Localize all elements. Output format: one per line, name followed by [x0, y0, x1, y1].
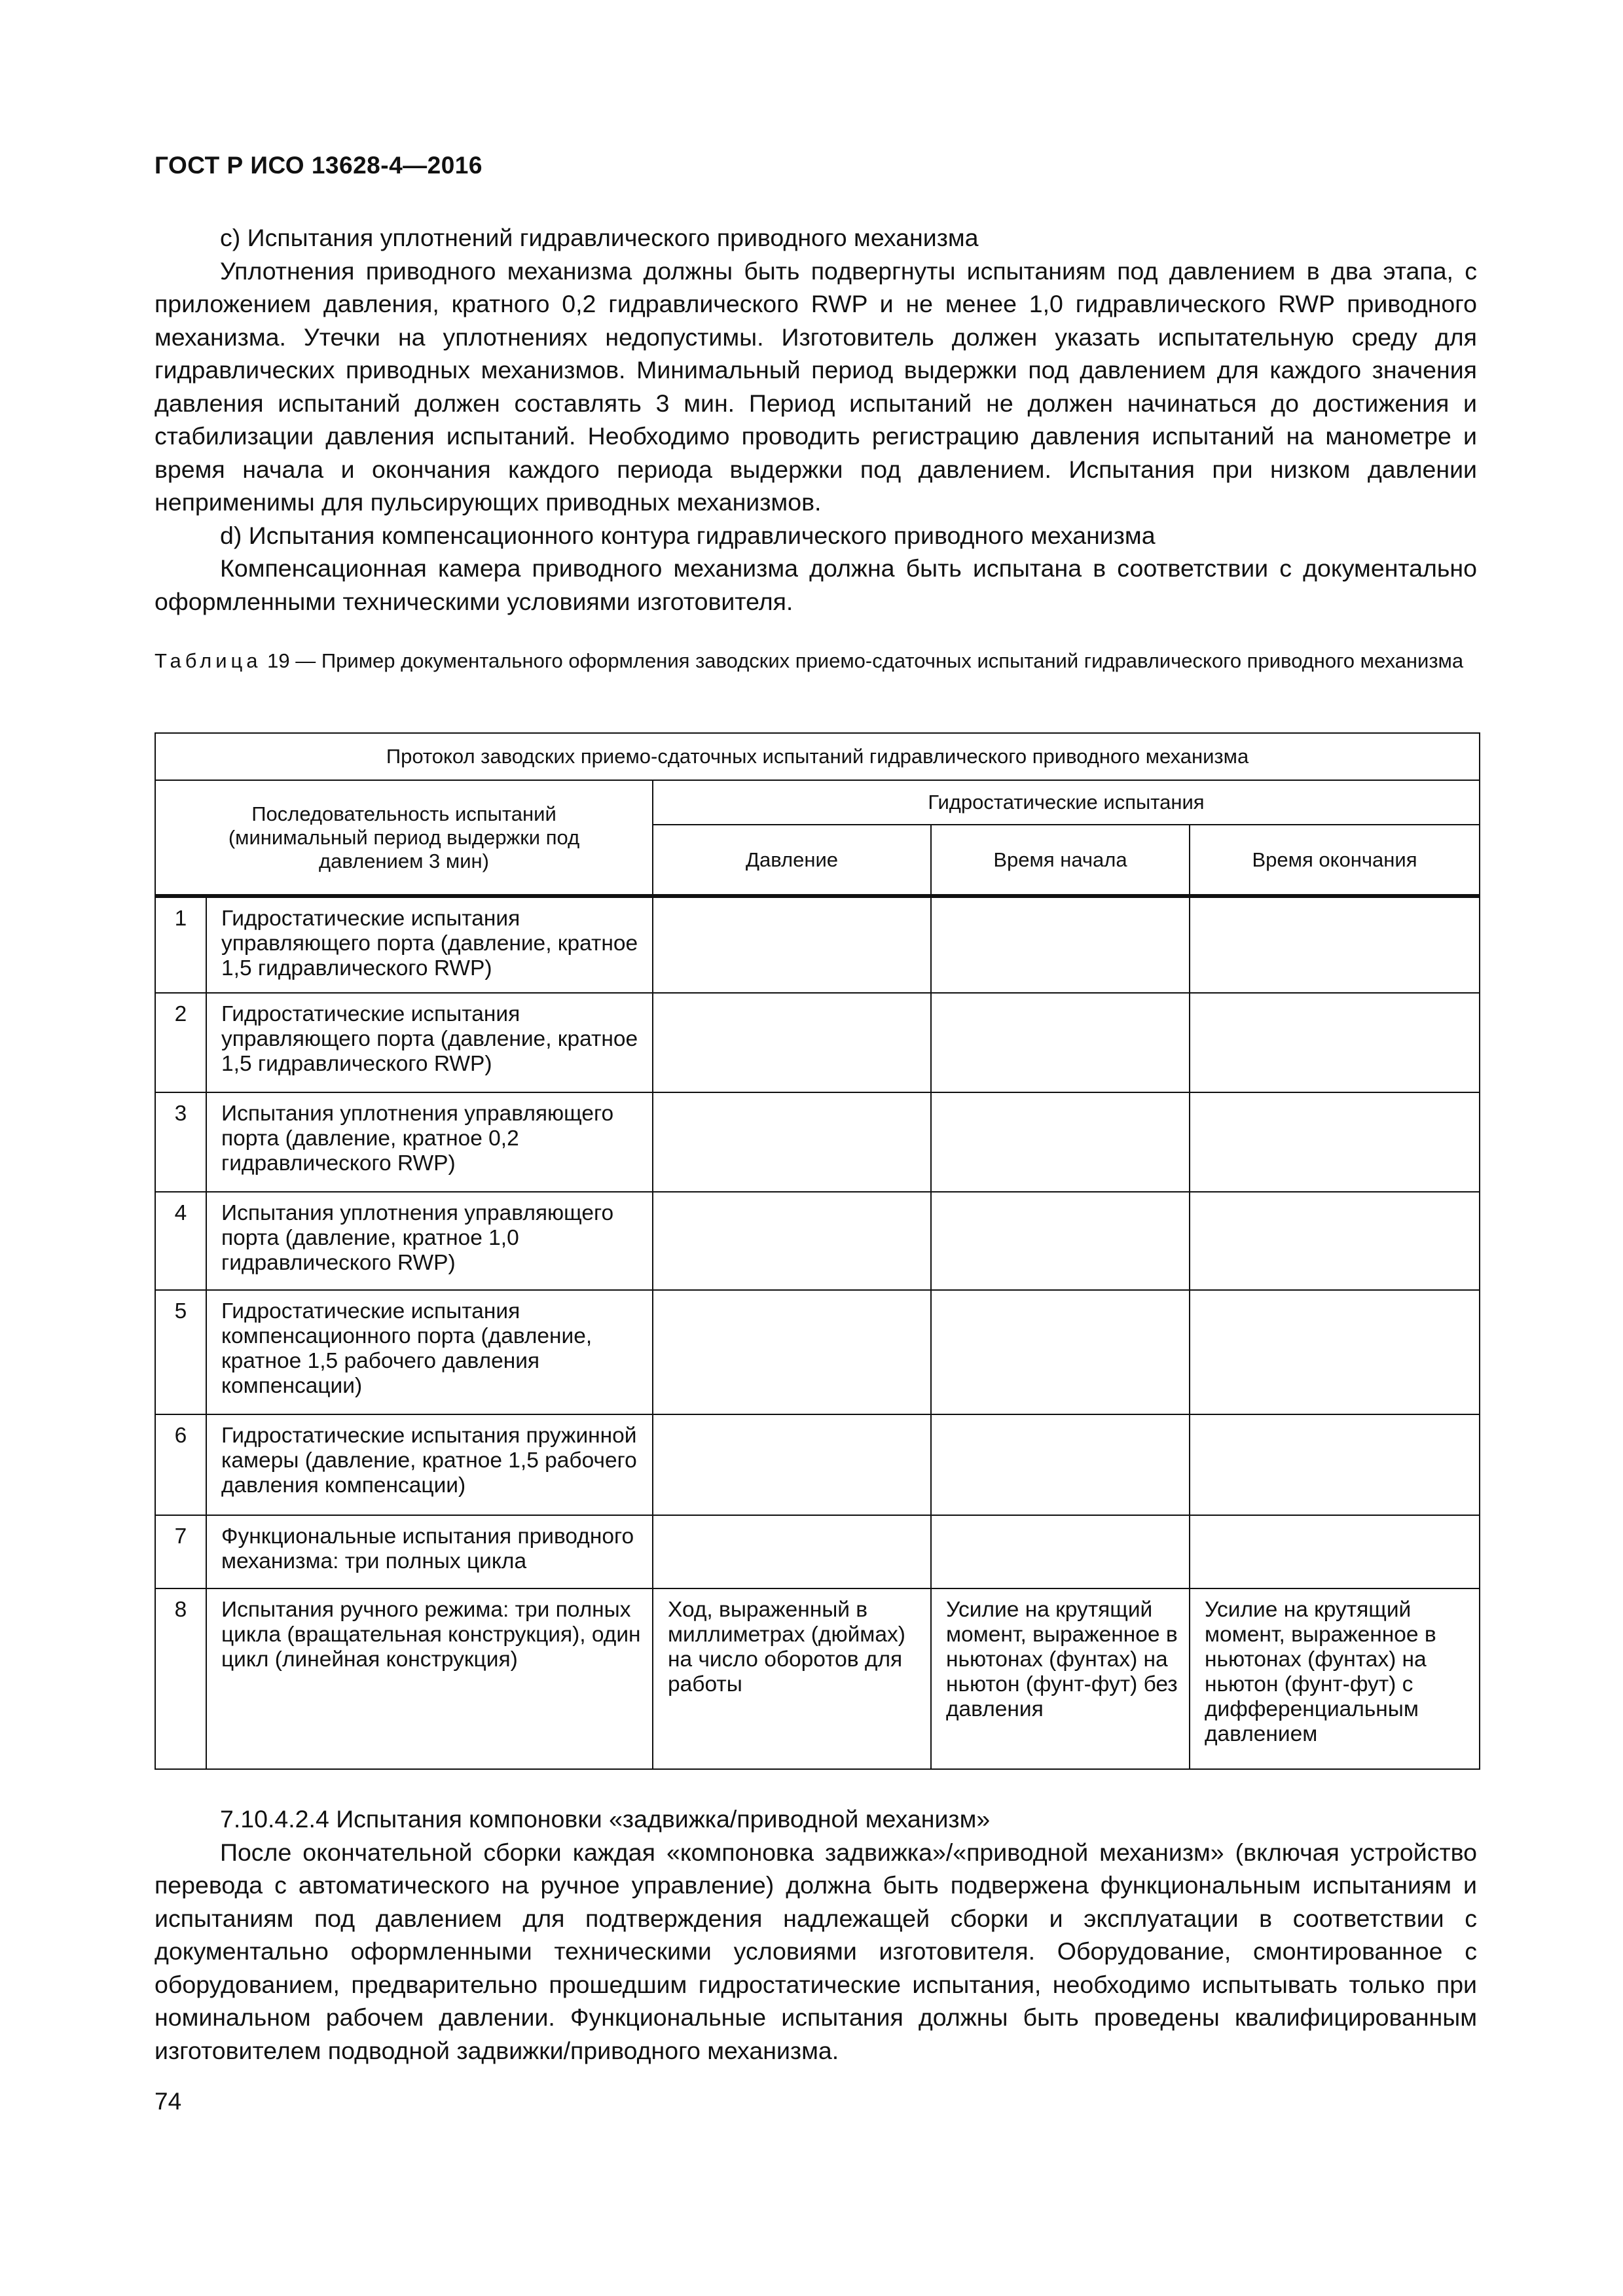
paragraph-seals: Уплотнения приводного механизма должны быть подвергнуты испытаниям под давлением в два этапа, с приложением давления, кратного 0,2 гидравлического RWP и не менее 1,0 гидравлического RWP приводного механизма. Утечки на уплотнениях недопустимы. Изготовитель должен указать испытательную среду для гидравлических приводных механизмов. Минимальный период выдержки под давлением для каждого значения давления испытаний должен составлять 3 мин. Период испытаний не должен начинаться до достижения и стабилизации давления испытаний. Необходимо проводить регистрацию давления испытаний на манометре и время начала и окончания каждого периода выдержки под давлением. Испытания при низком давлении неприменимы для пульсирующих приводных механизмов. [155, 257, 1477, 516]
row-number: 8 [155, 1588, 206, 1769]
row-number: 6 [155, 1414, 206, 1515]
cell-start-time [931, 993, 1190, 1092]
cell-pressure [653, 1515, 931, 1588]
cell-end-time [1190, 993, 1480, 1092]
table-row [155, 1414, 1480, 1515]
row-description: Гидростатические испытания управляющего порта (давление, кратное 1,5 гидравлического RWP) [206, 993, 653, 1092]
row-description: Испытания ручного режима: три полных цикла (вращательная конструкция), один цикл (линейная конструкция) [206, 1588, 653, 1769]
subheading-d: d) Испытания компенсационного контура гидравлического приводного механизма [220, 521, 1156, 549]
section-heading: 7.10.4.2.4 Испытания компоновки «задвижка/приводной механизм» [220, 1805, 991, 1833]
row-number: 2 [155, 993, 206, 1092]
row-number: 3 [155, 1092, 206, 1192]
cell-start-time [931, 1192, 1190, 1290]
page-number: 74 [155, 2088, 182, 2115]
row-description: Испытания уплотнения управляющего порта (давление, кратное 1,0 гидравлического RWP) [206, 1192, 653, 1290]
row-description: Испытания уплотнения управляющего порта (давление, кратное 0,2 гидравлического RWP) [206, 1092, 653, 1192]
cell-start-time [931, 1414, 1190, 1515]
cell-end-time [1190, 1192, 1480, 1290]
column-header-start-time: Время начала [931, 825, 1190, 896]
cell-pressure [653, 1290, 931, 1414]
cell-pressure: Ход, выраженный в миллиметрах (дюймах) на число оборотов для работы [653, 1588, 931, 1769]
cell-start-time [931, 1092, 1190, 1192]
row-number: 7 [155, 1515, 206, 1588]
table-row [155, 1092, 1480, 1192]
document-code-header: ГОСТ Р ИСО 13628-4—2016 [155, 152, 483, 179]
cell-end-time [1190, 1092, 1480, 1192]
table-row [155, 993, 1480, 1092]
table-row [155, 1515, 1480, 1588]
table-row [155, 896, 1480, 993]
row-number: 5 [155, 1290, 206, 1414]
column-header-pressure: Давление [653, 825, 931, 896]
cell-start-time [931, 1515, 1190, 1588]
body-text-section-7-10-4-2-4 [155, 1803, 1477, 2067]
cell-pressure [653, 1092, 931, 1192]
row-description: Гидростатические испытания пружинной камеры (давление, кратное 1,5 рабочего давления компенсации) [206, 1414, 653, 1515]
cell-end-time [1190, 896, 1480, 993]
cell-start-time [931, 1290, 1190, 1414]
cell-end-time [1190, 1290, 1480, 1414]
cell-end-time [1190, 1414, 1480, 1515]
paragraph-assembly-testing: После окончательной сборки каждая «компоновка задвижка»/«приводной механизм» (включая устройство перевода с автоматического на ручное управление) должна быть подвержена функциональным испытаниям и испытаниям под давлением для подтверждения надлежащей сборки и эксплуатации в соответствии с документально оформленными техническими условиями изготовителя. Оборудование, смонтированное с оборудованием, предварительно прошедшим гидростатические испытания, необходимо испытывать только при номинальном рабочем давлении. Функциональные испытания должны быть проведены квалифицированным изготовителем подводной задвижки/приводного механизма. [155, 1838, 1477, 2064]
table-caption [155, 648, 1477, 674]
table-row [155, 1588, 1480, 1769]
row-number: 1 [155, 896, 206, 993]
sequence-header: Последовательность испытаний (минимальный период выдержки под давлением 3 мин) [155, 780, 653, 896]
row-description: Функциональные испытания приводного механизма: три полных цикла [206, 1515, 653, 1588]
body-text-section-c-d [155, 221, 1477, 618]
test-protocol-table [155, 732, 1480, 1770]
cell-end-time: Усилие на крутящий момент, выраженное в ньютонах (фунтах) на ньютон (фунт-фут) с дифференциальным давлением [1190, 1588, 1480, 1769]
cell-start-time [931, 896, 1190, 993]
row-description: Гидростатические испытания управляющего порта (давление, кратное 1,5 гидравлического RWP) [206, 896, 653, 993]
row-number: 4 [155, 1192, 206, 1290]
table-caption-text: 19 — Пример документального оформления заводских приемо-сдаточных испытаний гидравлического приводного механизма [261, 649, 1464, 672]
subheading-c: c) Испытания уплотнений гидравлического приводного механизма [220, 224, 979, 251]
table-caption-label: Таблица [155, 649, 262, 672]
cell-start-time: Усилие на крутящий момент, выраженное в ньютонах (фунтах) на ньютон (фунт-фут) без давления [931, 1588, 1190, 1769]
cell-pressure [653, 1192, 931, 1290]
table-row [155, 1290, 1480, 1414]
column-header-end-time: Время окончания [1190, 825, 1480, 896]
cell-pressure [653, 1414, 931, 1515]
row-description: Гидростатические испытания компенсационного порта (давление, кратное 1,5 рабочего давления компенсации) [206, 1290, 653, 1414]
cell-pressure [653, 993, 931, 1092]
cell-pressure [653, 896, 931, 993]
cell-end-time [1190, 1515, 1480, 1588]
hydrostatic-header: Гидростатические испытания [653, 780, 1480, 825]
table-row [155, 1192, 1480, 1290]
paragraph-compensation: Компенсационная камера приводного механизма должна быть испытана в соответствии с документально оформленными техническими условиями изготовителя. [155, 554, 1477, 615]
table-title: Протокол заводских приемо-сдаточных испытаний гидравлического приводного механизма [155, 733, 1480, 780]
